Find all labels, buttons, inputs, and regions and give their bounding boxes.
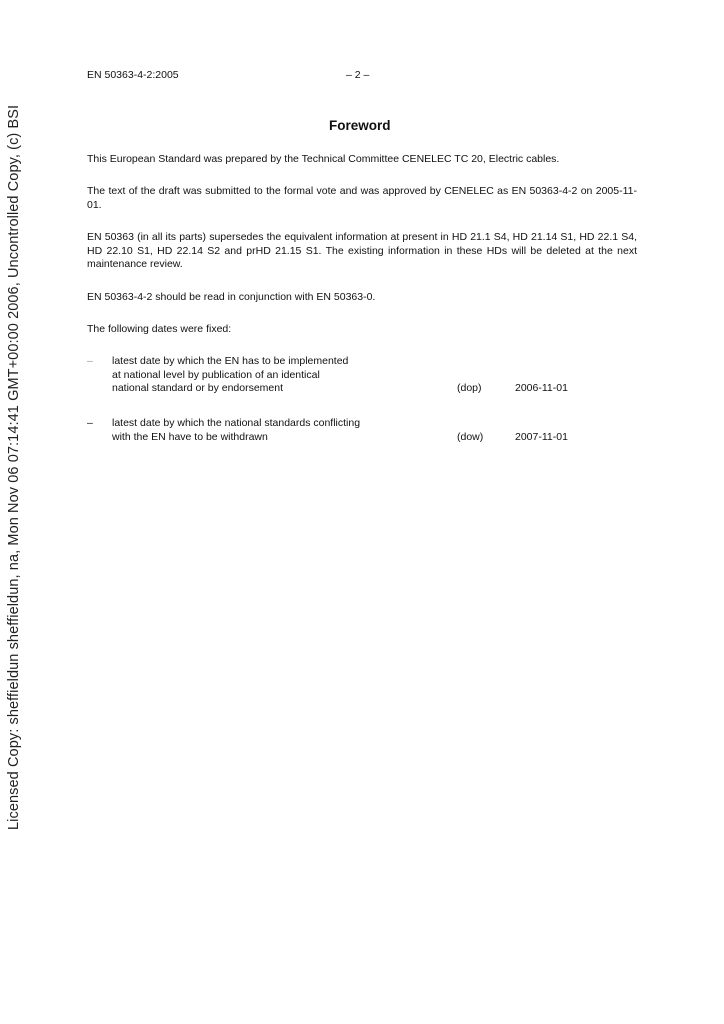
description-line: at national level by publication of an identical: [112, 368, 320, 381]
description-line: with the EN have to be withdrawn: [112, 430, 268, 443]
paragraph-conjunction: EN 50363-4-2 should be read in conjunction with EN 50363-0.: [87, 291, 376, 303]
list-dash: –: [87, 355, 93, 367]
paragraph-supersedes: EN 50363 (in all its parts) supersedes the equivalent information at present in HD 21.1 S4, HD 21.14 S1, HD 22.1 S4, HD 22.10 S1, HD 22.14 S2 and prHD 21.15 S1. The existing information in these HDs will be deleted at the next maintenance review.: [87, 231, 637, 270]
description-line: latest date by which the EN has to be implemented: [112, 355, 349, 367]
license-watermark: Licensed Copy: sheffieldun sheffieldun, na, Mon Nov 06 07:14:41 GMT+00:00 2006, Uncontrolled Copy, (c) BSI: [6, 104, 22, 830]
date-value: 2006-11-01: [515, 382, 568, 394]
paragraph-prepared-by: This European Standard was prepared by the Technical Committee CENELEC TC 20, Electric cables.: [87, 153, 560, 165]
list-dash: –: [87, 417, 93, 429]
date-item-description: [112, 417, 432, 444]
description-line: national standard or by endorsement: [112, 382, 284, 394]
paragraph-approval: The text of the draft was submitted to the formal vote and was approved by CENELEC as EN 50363-4-2 on 2005-11-01.: [87, 185, 637, 211]
page-title: Foreword: [329, 118, 391, 133]
date-item-description: [112, 355, 432, 396]
description-line: latest date by which the national standards conflicting: [112, 417, 361, 429]
page-number: – 2 –: [346, 69, 370, 81]
document-reference: EN 50363-4-2:2005: [87, 69, 179, 81]
paragraph-dates-intro: The following dates were fixed:: [87, 323, 232, 335]
date-code: (dop): [457, 382, 482, 394]
date-code: (dow): [457, 430, 484, 443]
date-value: 2007-11-01: [515, 430, 568, 443]
